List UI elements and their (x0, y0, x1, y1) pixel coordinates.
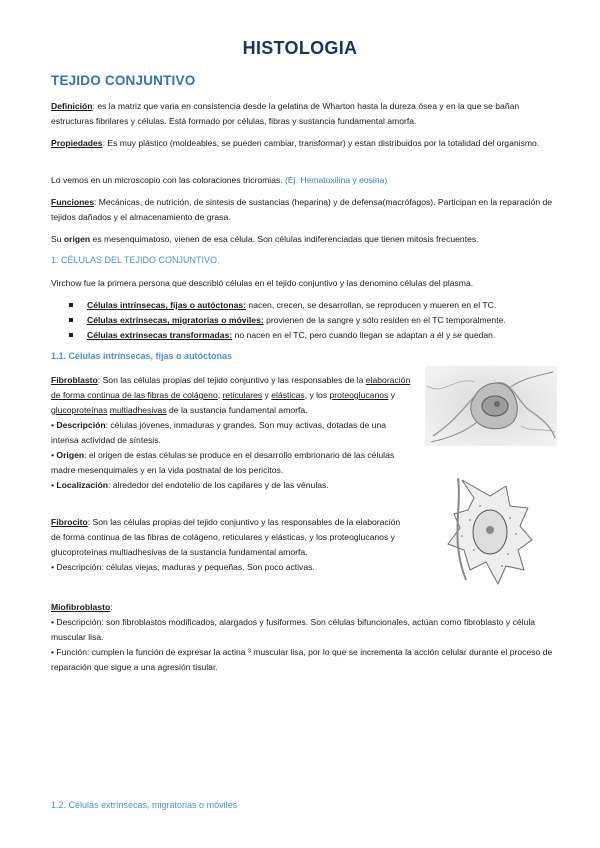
list-item (51, 328, 561, 343)
properties-label: Propiedades (51, 138, 103, 148)
origin-paragraph (51, 232, 556, 247)
origin-text: : el origen de estas células se produce en el desarrollo embrionario de las células madre mesenquimales y en la vida postnatal de los pericitos. (51, 450, 395, 475)
bullet-label: Células extrínsecas, migratorias o móviles: (87, 315, 264, 325)
cells-heading: 1. CÉLULAS DEL TEJIDO CONJUNTIVO. (51, 255, 220, 265)
origin-bold: origen (63, 234, 91, 244)
myofibroblast-function: • Función: cumplen la función de expresar la actina ³ muscular lisa, por lo que se incrementa la acción celular durante el proceso de reparación que sigue a una agresión tisular. (51, 647, 553, 672)
bullet-text: provienen de la sangre y sólo residen en el TC temporalmente. (263, 315, 506, 325)
myofibroblast-label: Miofibroblasto (51, 602, 111, 612)
bullet: • (51, 450, 57, 460)
bullet-label: Células intrínsecas, fijas o autóctonas: (87, 300, 247, 310)
fibrocyte-description: • Descripción: células viejas, maduras y pequeñas. Son poco activas. (51, 562, 315, 572)
properties-text: : Es muy plástico (moldeables, se pueden cambiar, transformar) y estan distribuidos por la totalidad del organismo. (102, 138, 540, 148)
origin-label: Origen (56, 450, 85, 460)
underlined-term: elásticas (271, 390, 305, 400)
virchow-paragraph: Virchow fue la primera persona que describió células en el tejido conjuntivo y las denomino células del plasma. (51, 278, 474, 288)
bullet-label: Células extrínsecas transformadas: (87, 330, 233, 340)
underlined-term: multiadhesivas (109, 405, 167, 415)
microscope-text: Lo vemos en un microscopio con las coloraciones tricromias. (51, 175, 286, 185)
properties-paragraph (51, 136, 556, 151)
list-item (51, 313, 561, 328)
myofibroblast-description: • Descripción: son fibroblastos modificados, alargados y fusiformes. Son células bifuncionales, actúan como fibroblasto y célula muscular lisa. (51, 617, 536, 642)
bullet-text: nacen, crecen, se desarrollan, se reproducen y mueren en el TC. (246, 300, 497, 310)
underlined-term: glucoproteínas (51, 405, 108, 415)
sep: , (217, 390, 223, 400)
fibroblast-micrograph-svg (425, 366, 557, 446)
bullet: • (51, 420, 57, 430)
fibroblast-paragraph (51, 373, 411, 493)
sep: de la sustancia fundamental amorfa. (166, 405, 308, 415)
bullet-text: no nacen en el TC, pero cuando llegan se adaptan a él y se quedan. (232, 330, 496, 340)
myofibroblast-paragraph (51, 600, 556, 675)
underlined-term: proteoglucanos (329, 390, 389, 400)
fibrocyte-diagram-svg (440, 470, 538, 590)
functions-text: : Mecánicas, de nutrición, de sintesis de sustancias (heparina) y de defensa(macrófagos). Participan en la reparación de tejidos dañados y el almacenamiento de grasa. (51, 197, 553, 222)
microscope-example: (Ej. Hematoxilina y eosina) (285, 175, 388, 185)
microscope-paragraph (51, 173, 556, 188)
fibroblast-micrograph (425, 366, 557, 446)
colon: : (110, 602, 113, 612)
fibroblast-label: Fibroblasto (51, 375, 98, 385)
sep: y (262, 390, 272, 400)
origin-pre: Su (51, 234, 64, 244)
sep: y (388, 390, 395, 400)
list-item (51, 298, 561, 313)
intrinsic-cells-heading: 1.1. Células intrínsecas, fijas o autóctonas (51, 351, 233, 361)
functions-label: Funciones (51, 197, 94, 207)
fibrocyte-label: Fibrocito (51, 517, 88, 527)
section-heading: TEJIDO CONJUNTIVO (51, 73, 196, 88)
description-text: : células jóvenes, inmaduras y grandes. Son muy activas, dotadas de una intensa actividad de síntesis. (51, 420, 387, 445)
fibroblast-intro: : Son las células propias del tejido conjuntivo y las responsables de la (97, 375, 366, 385)
fibrocyte-diagram (440, 470, 538, 590)
fibrocyte-paragraph (51, 515, 411, 575)
description-label: Descripción (56, 420, 106, 430)
extrinsic-cells-heading: 1.2. Células extrínsecas, migratorias o móviles (51, 800, 238, 810)
underlined-term: reticulares (222, 390, 263, 400)
location-text: : alrededor del endotelio de los capilares y de las vénulas. (107, 480, 329, 490)
definition-paragraph (51, 99, 556, 129)
functions-paragraph (51, 195, 556, 225)
underlined-term: elaboración de forma continua de las fibras de colágeno (51, 375, 411, 400)
location-label: Localización (56, 480, 108, 490)
definition-label: Definición (51, 101, 93, 111)
page-title: HISTOLOGIA (242, 38, 358, 58)
sep: , y los (304, 390, 330, 400)
bullet: • (51, 480, 57, 490)
cell-types-list (51, 298, 561, 343)
origin-post: es mesenquimatoso, vienen de esa célula. Son células indiferenciadas que tienen mitosis frecuentes. (90, 234, 479, 244)
fibrocyte-text: : Son las células propias del tejido conjuntivo y las responsables de la elaboración de forma continua de las fibras de colágeno, reticulares y elásticas, y los proteoglucanos y glucoproteínas multiadhesivas de la sustancia fundamental amorfa. (51, 517, 401, 557)
definition-text: : es la matriz que varia en consistencia desde la gelatina de Wharton hasta la dureza ósea y en la que se bañan estructuras fibrilares y células. Está formado por células, fibras y sustancia fundamental amorfa. (51, 101, 520, 126)
